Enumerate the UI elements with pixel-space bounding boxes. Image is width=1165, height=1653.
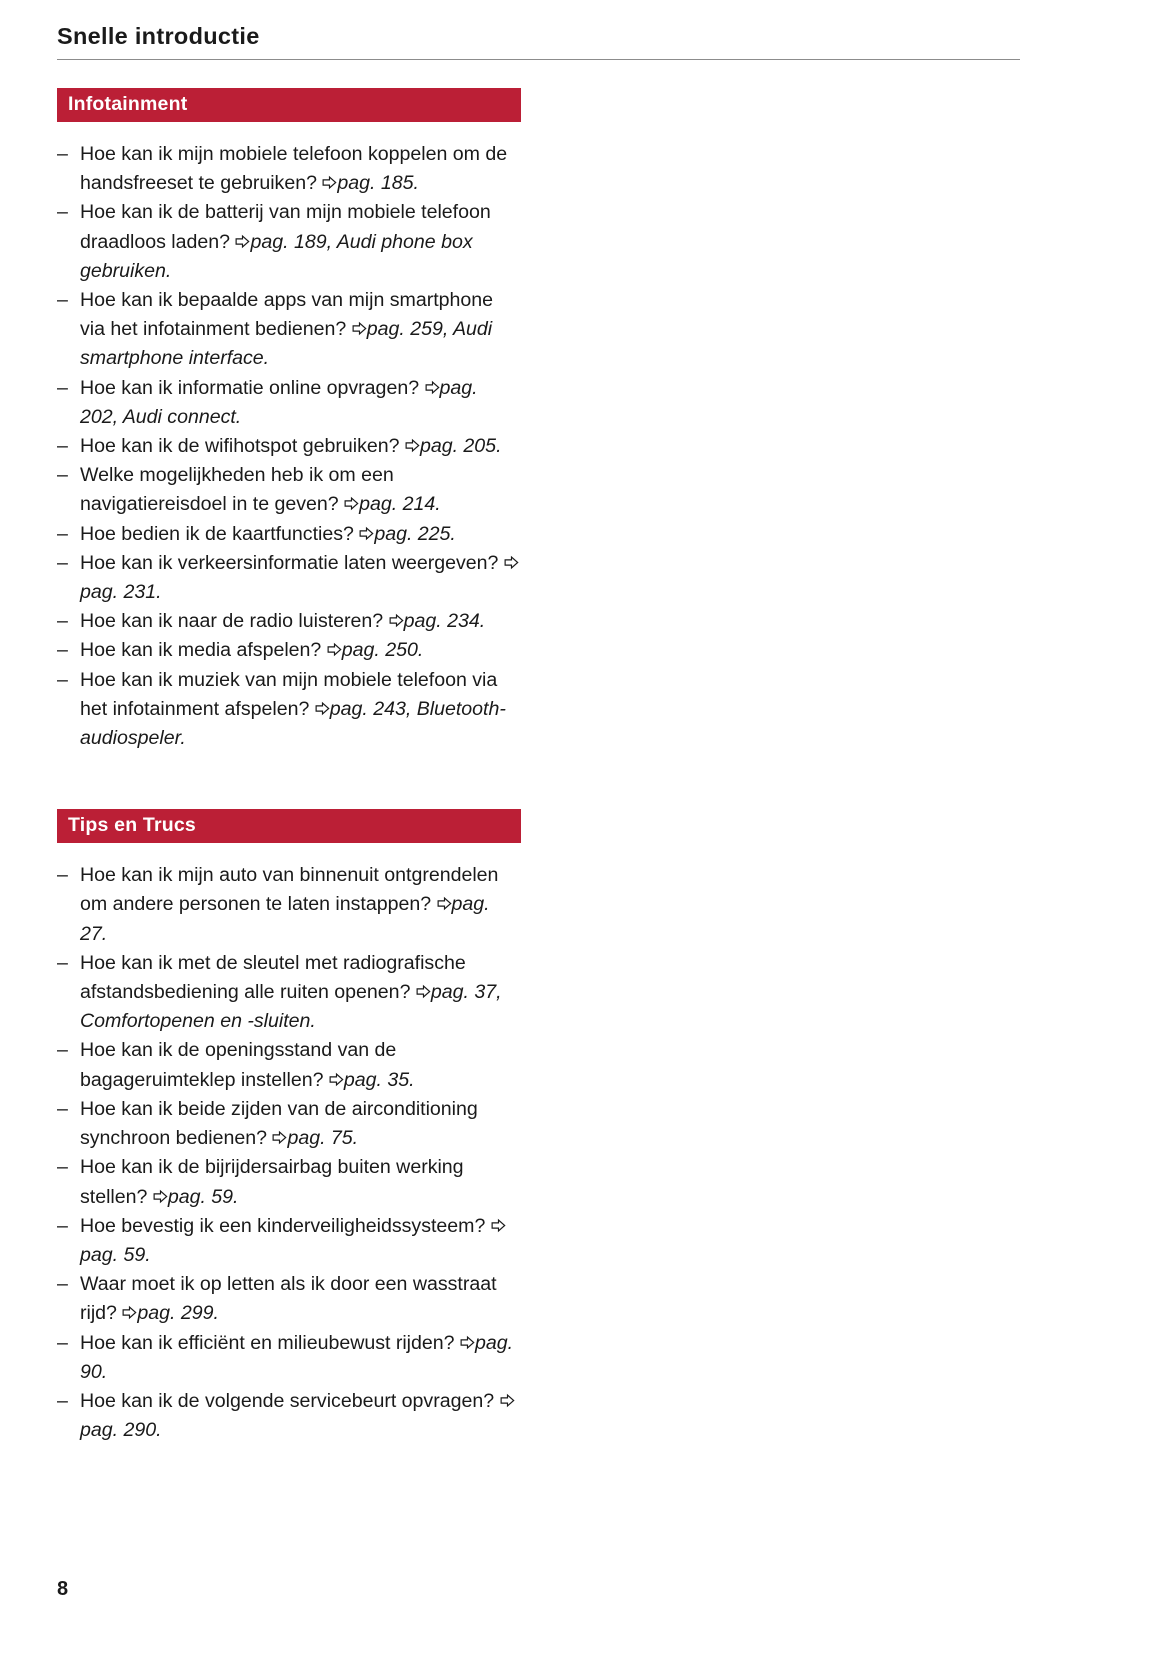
list-item bbox=[57, 861, 521, 949]
page-reference-link[interactable]: pag. 234. bbox=[403, 610, 486, 633]
page-title: Snelle introductie bbox=[57, 23, 260, 49]
list-item bbox=[57, 1329, 521, 1387]
question-text: Hoe kan ik efficiënt en milieubewust rijden? bbox=[80, 1331, 455, 1354]
list-bullet-dash: – bbox=[57, 551, 68, 574]
page-reference-link[interactable]: pag. 90. bbox=[80, 1331, 514, 1383]
list-item bbox=[57, 286, 521, 374]
page-reference-link[interactable]: pag. 35. bbox=[343, 1068, 415, 1091]
question-text: Hoe kan ik de bijrijdersairbag buiten werking stellen? bbox=[80, 1156, 464, 1208]
list-bullet-dash: – bbox=[57, 1097, 68, 1120]
list-item bbox=[57, 140, 521, 198]
reference-arrow-icon bbox=[329, 1072, 344, 1087]
reference-arrow-icon bbox=[327, 642, 342, 657]
question-text: Hoe kan ik de openingsstand van de bagageruimteklep instellen? bbox=[80, 1039, 397, 1091]
list-bullet-dash: – bbox=[57, 1389, 68, 1412]
list-item bbox=[57, 520, 521, 549]
list-bullet-dash: – bbox=[57, 864, 68, 887]
running-header bbox=[57, 22, 1020, 60]
question-text: Hoe kan ik mijn auto van binnenuit ontgrendelen om andere personen te laten instappen? bbox=[80, 864, 499, 916]
list-item bbox=[57, 432, 521, 461]
reference-arrow-icon bbox=[405, 438, 420, 453]
list-item bbox=[57, 1095, 521, 1153]
reference-arrow-icon bbox=[344, 496, 359, 511]
page-reference-link[interactable]: pag. 290. bbox=[80, 1419, 162, 1442]
page-reference-link[interactable]: pag. 59. bbox=[167, 1185, 239, 1208]
question-text: Waar moet ik op letten als ik door een wasstraat rijd? bbox=[80, 1273, 497, 1325]
page-reference-link[interactable]: pag. 250. bbox=[341, 639, 424, 662]
question-text: Hoe kan ik de wifihotspot gebruiken? bbox=[80, 435, 400, 458]
list-item bbox=[57, 1153, 521, 1211]
header-divider bbox=[57, 59, 1020, 60]
list-item bbox=[57, 1270, 521, 1328]
list-bullet-dash: – bbox=[57, 1214, 68, 1237]
question-text: Hoe kan ik informatie online opvragen? bbox=[80, 376, 420, 399]
reference-arrow-icon bbox=[359, 526, 374, 541]
list-bullet-dash: – bbox=[57, 1039, 68, 1062]
page-reference-link[interactable]: pag. 185. bbox=[337, 172, 419, 195]
list-item bbox=[57, 549, 521, 607]
reference-arrow-icon bbox=[389, 613, 404, 628]
list-item bbox=[57, 666, 521, 754]
sections-container bbox=[57, 88, 521, 1445]
question-text: Hoe kan ik media afspelen? bbox=[80, 639, 322, 662]
list-bullet-dash: – bbox=[57, 435, 68, 458]
reference-arrow-icon bbox=[322, 175, 337, 190]
question-text: Hoe kan ik bepaalde apps van mijn smartphone via het infotainment bedienen? bbox=[80, 289, 494, 341]
reference-arrow-icon bbox=[315, 701, 330, 716]
reference-arrow-icon bbox=[425, 380, 440, 395]
question-text: Hoe kan ik naar de radio luisteren? bbox=[80, 610, 384, 633]
list-item bbox=[57, 607, 521, 636]
list-bullet-dash: – bbox=[57, 1331, 68, 1354]
reference-arrow-icon bbox=[504, 555, 519, 570]
content-column bbox=[57, 88, 521, 1445]
question-text: Hoe kan ik verkeersinformatie laten weergeven? bbox=[80, 551, 499, 574]
list-item bbox=[57, 636, 521, 665]
list-item bbox=[57, 374, 521, 432]
list-bullet-dash: – bbox=[57, 143, 68, 165]
list-bullet-dash: – bbox=[57, 951, 68, 974]
reference-arrow-icon bbox=[460, 1335, 475, 1350]
list-item bbox=[57, 1387, 521, 1445]
list-bullet-dash: – bbox=[57, 376, 68, 399]
page-reference-link[interactable]: pag. 205. bbox=[419, 435, 502, 458]
list-bullet-dash: – bbox=[57, 610, 68, 633]
list-bullet-dash: – bbox=[57, 464, 68, 487]
question-text: Hoe bevestig ik een kinderveiligheidssysteem? bbox=[80, 1214, 486, 1237]
list-item bbox=[57, 461, 521, 519]
page-reference-link[interactable]: pag. 75. bbox=[287, 1127, 359, 1150]
reference-arrow-icon bbox=[272, 1130, 287, 1145]
page-reference-link[interactable]: pag. 225. bbox=[374, 522, 456, 545]
question-text: Hoe bedien ik de kaartfuncties? bbox=[80, 522, 354, 545]
section-spacer bbox=[57, 753, 521, 809]
reference-arrow-icon bbox=[437, 896, 452, 911]
list-bullet-dash: – bbox=[57, 522, 68, 545]
page-number: 8 bbox=[57, 1578, 69, 1600]
list-bullet-dash: – bbox=[57, 1273, 68, 1296]
reference-arrow-icon bbox=[235, 234, 250, 249]
reference-arrow-icon bbox=[153, 1189, 168, 1204]
reference-arrow-icon bbox=[491, 1218, 506, 1233]
reference-arrow-icon bbox=[500, 1393, 515, 1408]
list-bullet-dash: – bbox=[57, 668, 68, 691]
page-reference-link[interactable]: pag. 59. bbox=[80, 1243, 151, 1266]
list-bullet-dash: – bbox=[57, 289, 68, 312]
page-reference-link[interactable]: pag. 27. bbox=[80, 893, 490, 945]
list-item bbox=[57, 1036, 521, 1094]
question-text: Hoe kan ik de batterij van mijn mobiele telefoon draadloos laden? bbox=[80, 201, 491, 253]
question-text: Hoe kan ik mijn mobiele telefoon koppelen om de handsfreeset te gebruiken? bbox=[80, 143, 508, 195]
page-reference-link[interactable]: pag. 202, Audi connect. bbox=[80, 376, 478, 428]
question-text: Hoe kan ik met de sleutel met radiografische afstandsbediening alle ruiten openen? bbox=[80, 951, 466, 1004]
list-item bbox=[57, 1212, 521, 1270]
page-reference-link[interactable]: pag. 243, Bluetooth- audiospeler. bbox=[80, 697, 506, 750]
reference-arrow-icon bbox=[416, 984, 431, 999]
question-text: Welke mogelijkheden heb ik om een navigatiereisdoel in te geven? bbox=[80, 464, 394, 516]
section-header-1: Infotainment bbox=[57, 88, 521, 122]
list-bullet-dash: – bbox=[57, 639, 68, 662]
reference-arrow-icon bbox=[122, 1305, 137, 1320]
question-text: Hoe kan ik muziek van mijn mobiele telefoon via het infotainment afspelen? bbox=[80, 668, 498, 720]
question-text: Hoe kan ik beide zijden van de airconditioning synchroon bedienen? bbox=[80, 1097, 478, 1150]
list-bullet-dash: – bbox=[57, 1156, 68, 1179]
list-item bbox=[57, 198, 521, 286]
reference-arrow-icon bbox=[352, 321, 367, 336]
page-reference-link[interactable]: pag. 299. bbox=[137, 1302, 219, 1325]
page-reference-link[interactable]: pag. 259, Audi smartphone interface. bbox=[80, 318, 493, 370]
section-header-2: Tips en Trucs bbox=[57, 809, 521, 843]
list-item bbox=[57, 949, 521, 1037]
question-list-2 bbox=[57, 861, 521, 1445]
list-bullet-dash: – bbox=[57, 201, 68, 224]
page-reference-link[interactable]: pag. 231. bbox=[80, 581, 162, 604]
page-reference-link[interactable]: pag. 37, Comfortopenen en -sluiten. bbox=[80, 981, 502, 1033]
page-reference-link[interactable]: pag. 189, Audi phone box gebruiken. bbox=[80, 230, 473, 282]
question-list-1 bbox=[57, 140, 521, 753]
page-reference-link[interactable]: pag. 214. bbox=[359, 493, 441, 516]
question-text: Hoe kan ik de volgende servicebeurt opvragen? bbox=[80, 1389, 495, 1412]
